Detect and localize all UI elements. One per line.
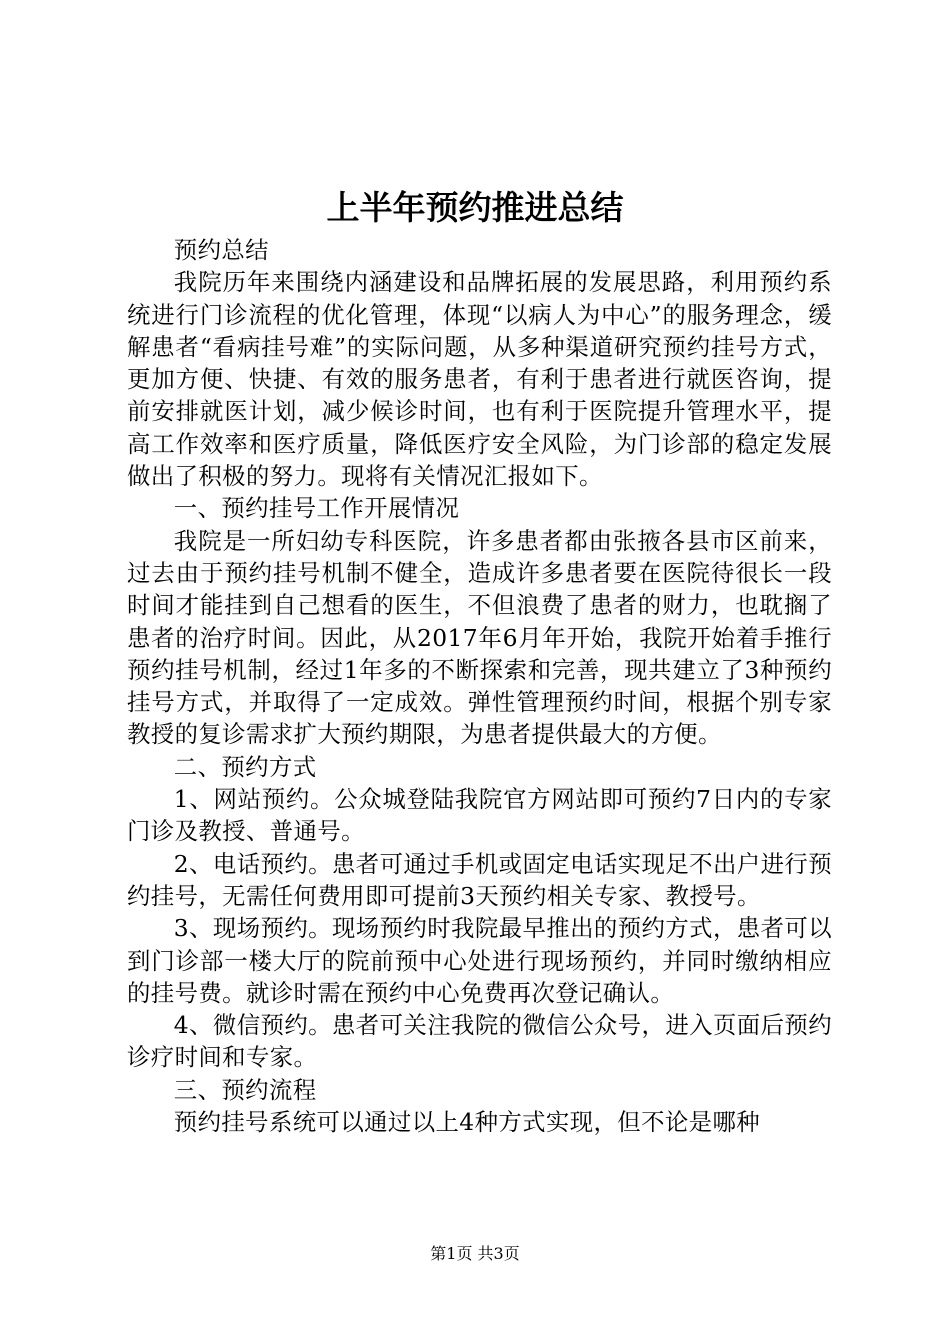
heading-section-2: 二、预约方式 — [173, 752, 317, 781]
paragraph-section-3: 预约挂号系统可以通过以上4种方式实现，但不论是哪种 — [173, 1108, 761, 1137]
page-number: 第1页 共3页 — [430, 1244, 520, 1263]
paragraph-website-booking: 1、网站预约。公众城登陆我院官方网站即可预约7日内的专家门诊及教授、普通号。 — [127, 785, 832, 846]
paragraph-onsite-booking: 3、现场预约。现场预约时我院最早推出的预约方式，患者可以到门诊部一楼大厅的院前预中心处进行现场预约，并同时缴纳相应的挂号费。就诊时需在预约中心免费再次登记确认。 — [127, 914, 832, 1007]
paragraph-phone-booking: 2、电话预约。患者可通过手机或固定电话实现足不出户进行预约挂号，无需任何费用即可提前3天预约相关专家、教授号。 — [127, 849, 832, 910]
heading-section-3: 三、预约流程 — [173, 1075, 317, 1104]
heading-section-1: 一、预约挂号工作开展情况 — [173, 494, 460, 523]
paragraph-intro: 我院历年来围绕内涵建设和品牌拓展的发展思路，利用预约系统进行门诊流程的优化管理，体现“以病人为中心”的服务理念，缓解患者“看病挂号难”的实际问题，从多种渠道研究预约挂号方式，更加方便、快捷、有效的服务患者，有利于患者进行就医咨询，提前安排就医计划，减少候诊时间，也有利于医院提升管理水平，提高工作效率和医疗质量，降低医疗安全风险，为门诊部的稳定发展做出了积极的努力。现将有关情况汇报如下。 — [127, 268, 832, 491]
paragraph-wechat-booking: 4、微信预约。患者可关注我院的微信公众号，进入页面后预约诊疗时间和专家。 — [127, 1011, 832, 1072]
paragraph-subtitle: 预约总结 — [173, 236, 269, 264]
page-title: 上半年预约推进总结 — [326, 188, 624, 227]
document-body — [127, 234, 832, 1138]
paragraph-section-1: 我院是一所妇幼专科医院，许多患者都由张掖各县市区前来，过去由于预约挂号机制不健全，造成许多患者要在医院待很长一段时间才能挂到自己想看的医生，不但浪费了患者的财力，也耽搁了患者的治疗时间。因此，从2017年6月年开始，我院开始着手推行预约挂号机制，经过1年多的不断探索和完善，现共建立了3种预约挂号方式，并取得了一定成效。弹性管理预约时间，根据个别专家教授的复诊需求扩大预约期限，为患者提供最大的方便。 — [127, 526, 832, 749]
